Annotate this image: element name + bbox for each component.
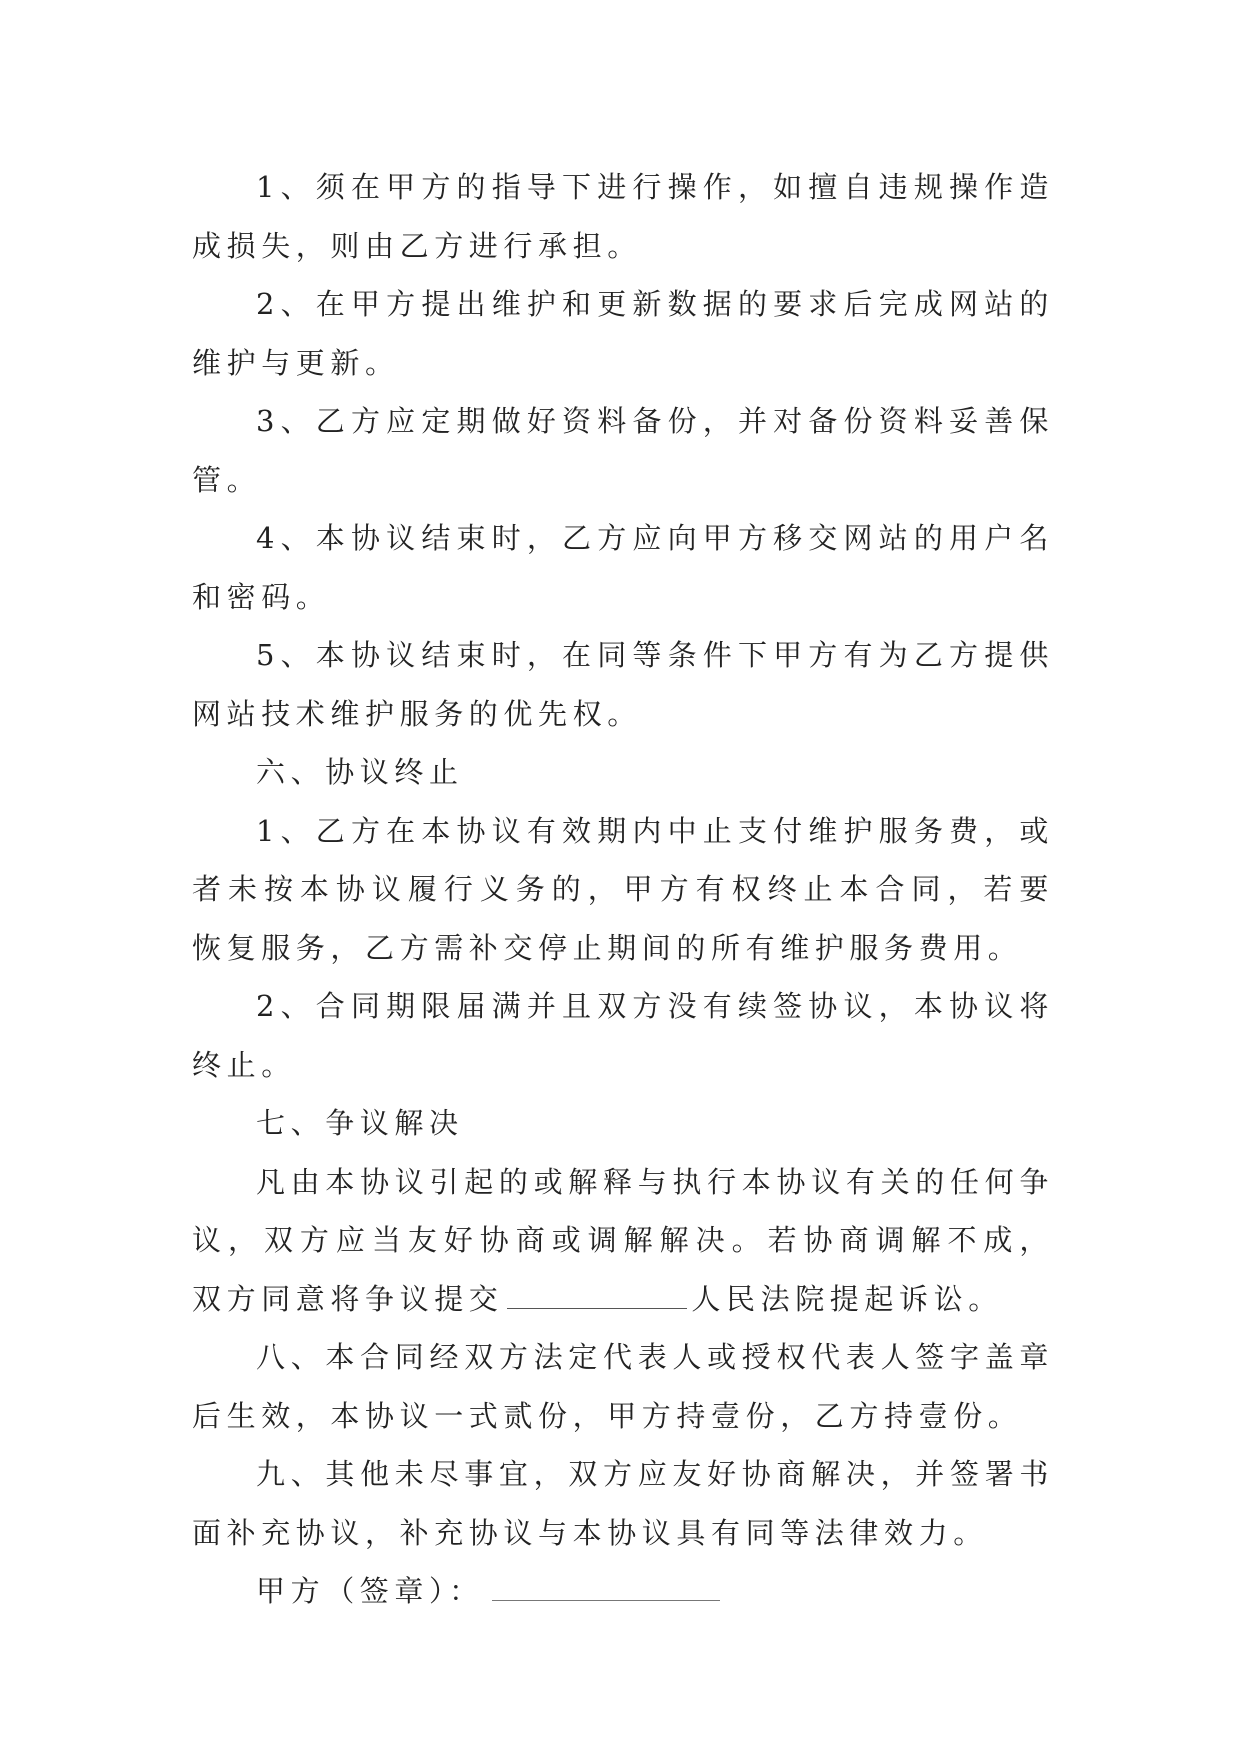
clause-2: 2、在甲方提出维护和更新数据的要求后完成网站的维护与更新。 bbox=[192, 287, 1054, 380]
dispute-clause bbox=[192, 1153, 1054, 1329]
miscellaneous-clause: 九、其他未尽事宜，双方应友好协商解决，并签署书面补充协议，补充协议与本协议具有同等法律效力。 bbox=[192, 1457, 1054, 1550]
signature-label: 甲方（签章）： bbox=[256, 1574, 484, 1608]
dispute-clause-ending: 人民法院提起诉讼。 bbox=[691, 1281, 1003, 1316]
signature-blank bbox=[492, 1574, 720, 1601]
termination-clause-1: 1、乙方在本协议有效期内中止支付维护服务费，或者未按本协议履行义务的，甲方有权终止本合同，若要恢复服务，乙方需补交停止期间的所有维护服务费用。 bbox=[192, 813, 1054, 965]
document-body bbox=[192, 158, 1054, 1621]
section-heading-termination: 六、协议终止 bbox=[256, 755, 464, 789]
party-a-signature bbox=[192, 1562, 1054, 1621]
court-name-blank bbox=[507, 1282, 687, 1309]
clause-3: 3、乙方应定期做好资料备份，并对备份资料妥善保管。 bbox=[192, 404, 1054, 497]
clause-4: 4、本协议结束时，乙方应向甲方移交网站的用户名和密码。 bbox=[192, 521, 1054, 614]
section-heading-dispute: 七、争议解决 bbox=[256, 1106, 464, 1140]
effectiveness-clause: 八、本合同经双方法定代表人或授权代表人签字盖章后生效，本协议一式贰份，甲方持壹份，乙方持壹份。 bbox=[192, 1340, 1054, 1433]
termination-clause-2: 2、合同期限届满并且双方没有续签协议，本协议将终止。 bbox=[192, 989, 1054, 1082]
clause-5: 5、本协议结束时，在同等条件下甲方有为乙方提供网站技术维护服务的优先权。 bbox=[192, 638, 1054, 731]
dispute-clause-text: 凡由本协议引起的或解释与执行本协议有关的任何争议，双方应当友好协商或调解解决。若协商调解不成，双方同意将争议提交 bbox=[192, 1164, 1054, 1316]
clause-1: 1、须在甲方的指导下进行操作，如擅自违规操作造成损失，则由乙方进行承担。 bbox=[192, 170, 1054, 263]
